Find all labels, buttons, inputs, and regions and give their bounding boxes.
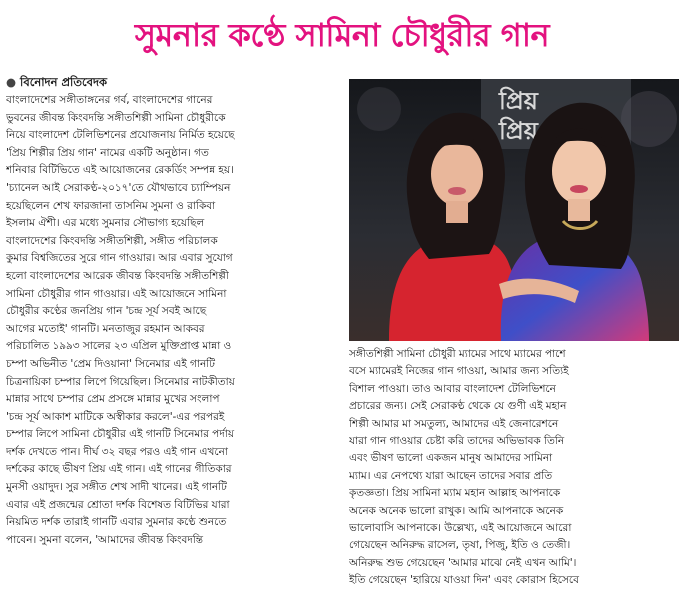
article-text-line: সঙ্গীতশিল্পী সামিনা চৌধুরী ম্যামের সাথে ম্যামের পাশে xyxy=(349,348,566,360)
article-text-line: ভুবনের জীবন্ত কিংবদন্তি সঙ্গীতশিল্পী সামিনা চৌধুরীকে xyxy=(6,111,226,124)
article-photo xyxy=(349,79,679,341)
article-text-line: 'চ্যানেল আই সেরাকণ্ঠ-২০১৭'তে যৌথভাবে চ্যাম্পিয়ন xyxy=(6,181,231,194)
article-text-line: অনিরুদ্ধ শুভ গেয়েছেন 'আমার মাঝে নেই এখন আমি'। xyxy=(349,556,577,569)
article-body-left-column xyxy=(6,92,342,608)
article-text-line: মুনসী ওয়াদুদ। সুর সঙ্গীত শেখ সাদী খানের। এই গানটি xyxy=(6,481,227,494)
article-text-line: হলো বাংলাদেশের আরেক জীবন্ত কিংবদন্তি সঙ্গীতশিল্পী xyxy=(6,269,229,282)
article-text-line: বাংলাদেশের সঙ্গীতাঙ্গনের গর্ব, বাংলাদেশের গানের xyxy=(6,94,213,106)
article-text-line: বিশাল পাওয়া। তাও আবার বাংলাদেশ টেলিভিশনে xyxy=(349,382,556,395)
article-text-line: শিল্পী আমার মা সমতুল্য, আমাদের এই জেনারেশনে xyxy=(349,417,559,430)
byline-bullet-icon: ● xyxy=(6,75,17,89)
article-text-line: কৃতজ্ঞতা। প্রিয় সামিনা ম্যাম মহান আল্লাহ আপনাকে xyxy=(349,487,561,500)
article-text-line: চৌধুরীর কণ্ঠের জনপ্রিয় গান 'চন্দ্র সূর্য সবই আছে xyxy=(6,305,207,318)
article-text-line: যারা গান গাওয়ার চেষ্টা করি তাদের অভিভাবক তিনি xyxy=(349,435,565,448)
byline xyxy=(6,74,107,91)
article-text-line: নিয়মিত দর্শক তারাই গানটি এবার সুমনার কণ্ঠে শুনতে xyxy=(6,516,227,529)
article-text-line: 'প্রিয় শিল্পীর প্রিয় গান' নামের একটি অনুষ্ঠান। গত xyxy=(6,146,209,159)
article-text-line: দর্শকের কাছে ভীষণ প্রিয় এই গান। এই গানের গীতিকার xyxy=(6,463,232,476)
article-text-line: চম্পা অভিনীত 'প্রেম দিওয়ানা' সিনেমার এই গানটি xyxy=(6,357,215,370)
article-text-line: 'চন্দ্র সূর্য আকাশ মাটিকে অস্বীকার করলে'-এর পরপরই xyxy=(6,410,225,423)
article-text-line: এবং ভীষণ ভালো একজন মানুষ আমাদের সামিনা xyxy=(349,452,553,465)
article-text-line: ইসলাম ঐশী। এর মধ্যে সুমনার সৌভাগ্য হয়েছিল xyxy=(6,217,205,230)
article-text-line: ভালোবাসি আপনাকে। উল্লেখ্য, এই আয়োজনে আরো xyxy=(349,522,572,535)
byline-text: বিনোদন প্রতিবেদক xyxy=(20,75,108,89)
article-text-line: কুমার বিশ্বজিতের সুরে গান গাওয়ার। আর এবার সুযোগ xyxy=(6,252,233,265)
article-text-line: হয়েছিলেন শেখ ফারজানা তাসনিম সুমনা ও রাকিবা xyxy=(6,199,216,212)
article-text-line: এবার এই প্রজন্মের শ্রোতা দর্শক বিশেষত বিটিভির যারা xyxy=(6,498,230,511)
article-text-line: ইতি গেয়েছেন 'হারিয়ে যাওয়া দিন' এবং কোরাস হিসেবে xyxy=(349,574,579,587)
backdrop-text-1: প্রিয় xyxy=(499,87,538,115)
article-text-line: চম্পার লিপে সামিনা চৌধুরীর এই গানটি সিনেমার পর্দায় xyxy=(6,428,234,441)
article-text-line: বসে ম্যামেরই নিজের গান গাওয়া, আমার জন্য সত্যিই xyxy=(349,365,569,378)
article-text-line: ম্যাম। এর নেপথ্যে যারা আছেন তাদের সবার প্রতি xyxy=(349,469,553,482)
article-text-line: গেয়েছেন অনিরুদ্ধ রাসেল, তৃষা, পিজু, ইতি ও তেজী। xyxy=(349,539,571,552)
article-text-line: আগের মতোই' গানটি। মনতাজুর রহমান আকবর xyxy=(6,322,205,335)
photo-two-women-icon xyxy=(349,79,679,341)
article-text-line: অনেক অনেক ভালো রাখুক। আমি আপনাকে অনেক xyxy=(349,504,564,517)
article-text-line: নিয়ে বাংলাদেশ টেলিভিশনের প্রযোজনায় নির্মিত হয়েছে xyxy=(6,129,235,142)
article-text-line: প্রচারের জন্য। সেই সেরাকণ্ঠ থেকে যে গুণী এই মহান xyxy=(349,400,567,413)
article-text-line: দর্শক দেখতে পান। দীর্ঘ ৩২ বছর পরও এই গান এখনো xyxy=(6,445,228,458)
article-text-line: শনিবার বিটিভিতে এই আয়োজনের রেকর্ডিং সম্পন্ন হয়। xyxy=(6,164,234,177)
article-text-line: বাংলাদেশের কিংবদন্তি সঙ্গীতশিল্পী, সঙ্গীত পরিচালক xyxy=(6,234,218,247)
article-text-line: সামিনা চৌধুরীর গান গাওয়ার। এই আয়োজনে সামিনা xyxy=(6,287,227,300)
article-text-line: চিত্রনায়িকা চম্পার লিপে গিয়েছিল। সিনেমার নাটকীতায় xyxy=(6,375,235,388)
article-text-line: মান্নার সাথে চম্পার প্রেম প্রসঙ্গে মান্নার মুখের সংলাপ xyxy=(6,393,220,406)
backdrop-text-2: প্রিয় xyxy=(499,117,538,145)
article-text-line: পরিচালিত ১৯৯৩ সালের ২৩ এপ্রিল মুক্তিপ্রাপ্ত মান্না ও xyxy=(6,340,232,353)
article-text-line: পাবেন। সুমনা বলেন, 'আমাদের জীবন্ত কিংবদন্তি xyxy=(6,533,203,546)
article-headline: সুমনার কণ্ঠে সামিনা চৌধুরীর গান xyxy=(134,16,550,54)
article-body-right-column xyxy=(349,346,679,608)
